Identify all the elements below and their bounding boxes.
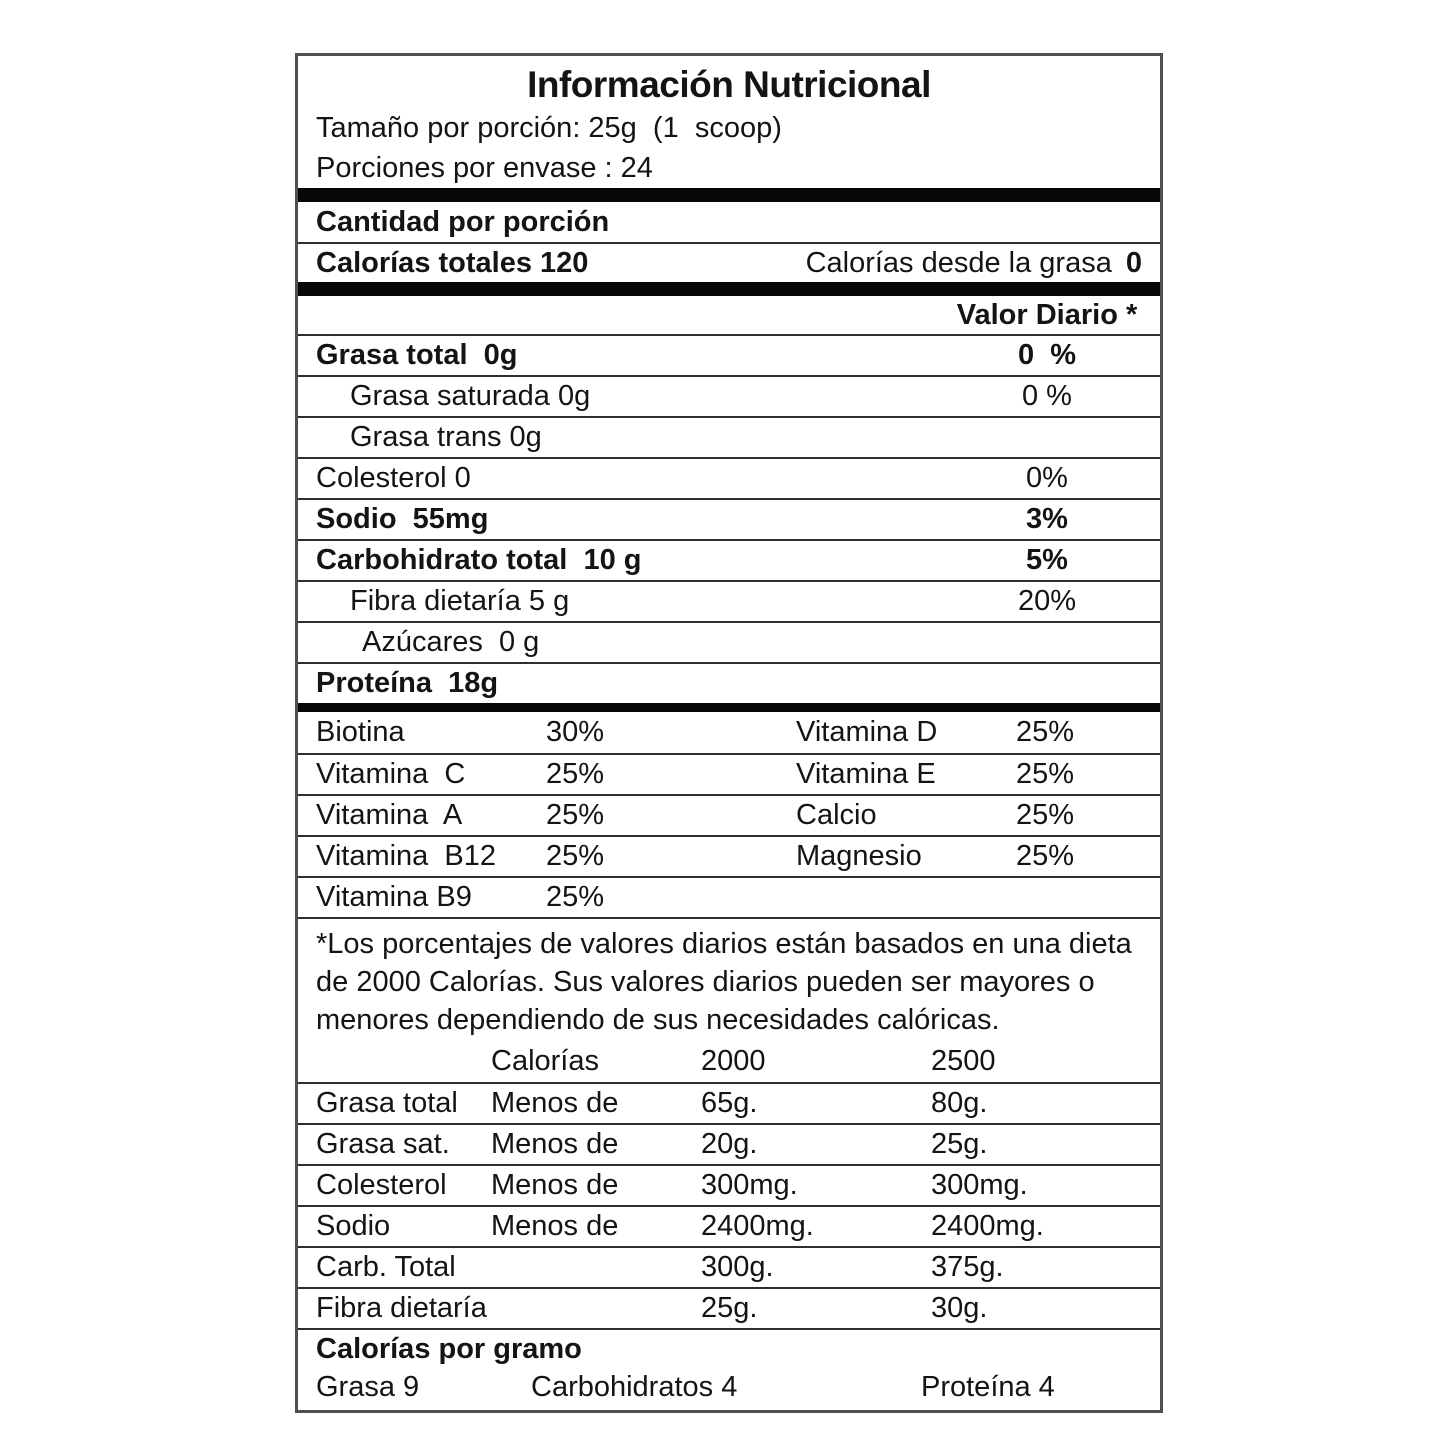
serving-size-row (298, 108, 1160, 148)
ref-qualifier: Menos de (491, 1087, 619, 1119)
nutrient-dv: 0 % (1017, 339, 1077, 371)
nutrient-row (298, 498, 1160, 539)
thick-divider (298, 188, 1160, 202)
nutrient-label: Azúcares 0 g (362, 626, 540, 658)
vitamin-value: 25% (546, 881, 605, 913)
reference-table-row (298, 1287, 1160, 1328)
reference-table-row (298, 1246, 1160, 1287)
ref-value-2000: 300mg. (701, 1169, 798, 1201)
servings-per-container-row (298, 148, 1160, 188)
nutrient-row (298, 580, 1160, 621)
vitamin-value: 25% (546, 799, 605, 831)
vitamin-value: 25% (1016, 840, 1075, 872)
serving-size-text: Tamaño por porción: 25g (1 scoop) (316, 111, 782, 144)
ref-qualifier: Menos de (491, 1169, 619, 1201)
ref-value-2000: 2400mg. (701, 1210, 814, 1242)
vitamin-value: 30% (546, 716, 605, 748)
nutrient-dv: 0 % (1022, 380, 1072, 412)
nutrient-label: Carbohidrato total 10 g (316, 544, 642, 576)
ref-name: Colesterol (316, 1169, 447, 1201)
nutrient-label: Sodio 55mg (316, 503, 489, 535)
ref-name: Sodio (316, 1210, 391, 1242)
ref-value-2500: 25g. (931, 1128, 988, 1160)
cpg-protein: Proteína 4 (921, 1370, 1055, 1403)
nutrient-label: Grasa total 0g (316, 339, 518, 371)
reference-table-row (298, 1205, 1160, 1246)
nutrient-row (298, 375, 1160, 416)
ref-value-2500: 30g. (931, 1292, 988, 1324)
vitamin-name: Vitamina A (316, 799, 463, 831)
ref-value-2000: 65g. (701, 1087, 758, 1119)
vitamin-value: 25% (1016, 758, 1075, 790)
amount-per-serving-label: Cantidad por porción (316, 205, 610, 238)
vitamin-row (298, 835, 1160, 876)
thick-divider (298, 703, 1160, 712)
ref-value-2500: 300mg. (931, 1169, 1028, 1201)
servings-per-container-text: Porciones por envase : 24 (316, 151, 653, 184)
nutrient-label: Proteína 18g (316, 667, 499, 699)
vitamin-name: Biotina (316, 716, 405, 748)
vitamin-row (298, 876, 1160, 917)
daily-value-header: Valor Diario * (956, 298, 1138, 331)
daily-value-header-row (298, 296, 1160, 334)
vitamin-name: Vitamina B9 (316, 881, 472, 913)
reference-table-row (298, 1164, 1160, 1205)
footnote-text: *Los porcentajes de valores diarios están basados en una dieta de 2000 Calorías. Sus valores diarios pueden ser mayores o menores dependiendo de sus necesidades calóricas. (316, 928, 1140, 1036)
vitamin-name: Vitamina C (316, 758, 466, 790)
vitamin-value: 25% (546, 840, 605, 872)
calories-row (298, 242, 1160, 282)
ref-name: Carb. Total (316, 1251, 456, 1283)
vitamin-value: 25% (1016, 799, 1075, 831)
nutrient-row (298, 416, 1160, 457)
ref-qualifier: Menos de (491, 1210, 619, 1242)
nutrient-row (298, 539, 1160, 580)
nutrient-row (298, 662, 1160, 703)
nutrient-row (298, 334, 1160, 375)
ref-qualifier: Menos de (491, 1128, 619, 1160)
reference-table-row (298, 1082, 1160, 1123)
amount-per-serving-row (298, 202, 1160, 242)
ref-header-2000: 2000 (701, 1045, 766, 1077)
cpg-carbs: Carbohidratos 4 (531, 1370, 738, 1403)
daily-value-footnote (298, 917, 1160, 1041)
calories-total: Calorías totales 120 (316, 246, 589, 279)
nutrition-label (295, 53, 1163, 1413)
calories-per-gram-title (298, 1328, 1160, 1368)
vitamin-row (298, 794, 1160, 835)
nutrient-label: Grasa trans 0g (350, 421, 542, 453)
calories-from-fat (806, 247, 1142, 280)
ref-name: Fibra dietaría (316, 1292, 487, 1324)
ref-name: Grasa total (316, 1087, 458, 1119)
calories-from-fat-value: 0 (1125, 246, 1142, 279)
ref-value-2000: 25g. (701, 1292, 758, 1324)
cpg-fat: Grasa 9 (316, 1370, 420, 1403)
nutrient-label: Fibra dietaría 5 g (350, 585, 570, 617)
ref-value-2500: 2400mg. (931, 1210, 1044, 1242)
vitamin-row (298, 712, 1160, 753)
calories-per-gram-title-text: Calorías por gramo (316, 1332, 582, 1365)
label-title: Información Nutricional (527, 64, 931, 105)
ref-value-2500: 375g. (931, 1251, 1004, 1283)
vitamin-name: Calcio (796, 799, 877, 831)
vitamin-name: Vitamina B12 (316, 840, 497, 872)
reference-table-header (298, 1041, 1160, 1082)
nutrient-label: Grasa saturada 0g (350, 380, 591, 412)
vitamin-value: 25% (546, 758, 605, 790)
vitamin-name: Vitamina D (796, 716, 938, 748)
nutrient-dv: 5% (1026, 544, 1068, 576)
thick-divider (298, 282, 1160, 296)
nutrient-row (298, 621, 1160, 662)
nutrient-row (298, 457, 1160, 498)
reference-table-row (298, 1123, 1160, 1164)
vitamin-row (298, 753, 1160, 794)
nutrient-dv: 0% (1026, 462, 1068, 494)
nutrient-dv: 20% (1017, 585, 1077, 617)
vitamin-value: 25% (1016, 716, 1075, 748)
nutrient-dv: 3% (1026, 503, 1068, 535)
calories-per-gram-row (298, 1368, 1160, 1410)
ref-value-2000: 300g. (701, 1251, 774, 1283)
ref-header-2500: 2500 (931, 1045, 996, 1077)
calories-from-fat-label: Calorías desde la grasa (805, 246, 1112, 279)
ref-value-2500: 80g. (931, 1087, 988, 1119)
ref-header-calories: Calorías (491, 1045, 599, 1077)
vitamin-name: Magnesio (796, 840, 922, 872)
ref-name: Grasa sat. (316, 1128, 450, 1160)
ref-value-2000: 20g. (701, 1128, 758, 1160)
vitamin-name: Vitamina E (796, 758, 936, 790)
nutrient-label: Colesterol 0 (316, 462, 471, 494)
